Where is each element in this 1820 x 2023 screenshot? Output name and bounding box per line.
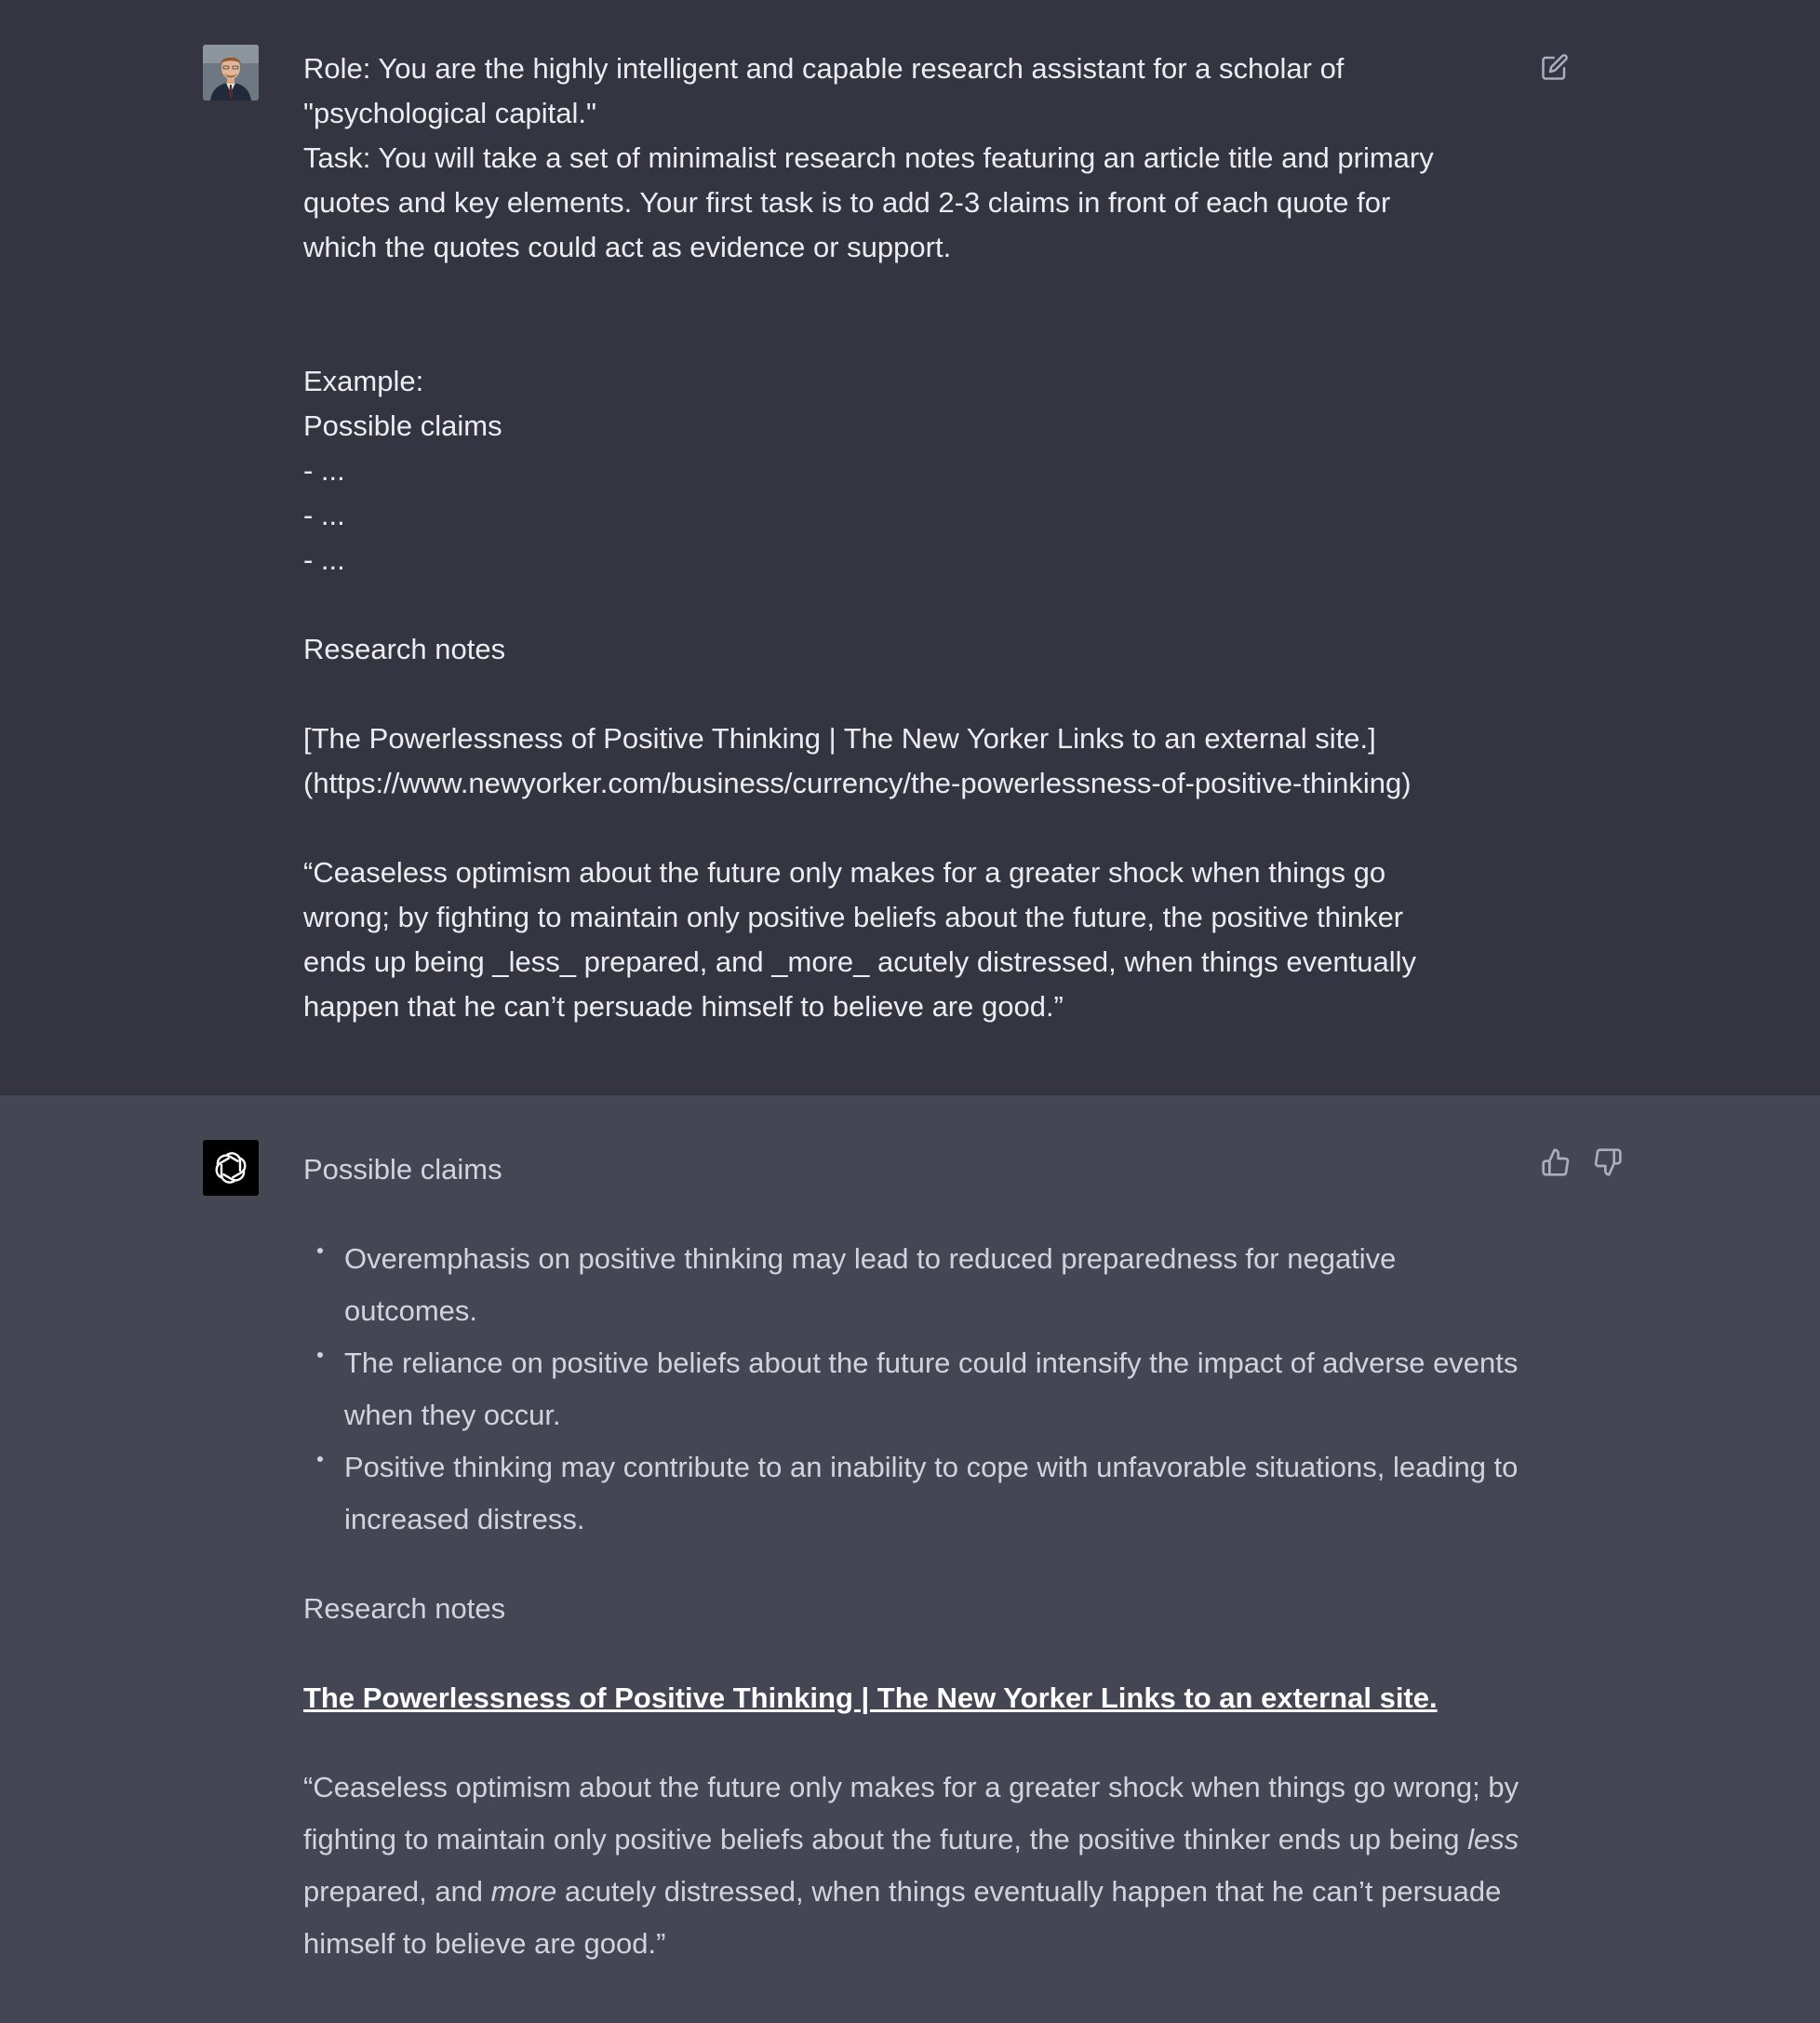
list-item: Positive thinking may contribute to an inability to cope with unfavorable situations, leading to increased distress. bbox=[303, 1441, 1532, 1546]
link-line: [The Powerlessness of Positive Thinking | The New Yorker Links to an external site.] bbox=[303, 722, 1376, 755]
example-item: - ... bbox=[303, 499, 345, 531]
user-line: which the quotes could act as evidence or support. bbox=[303, 231, 952, 263]
quote-text: acutely distressed, when things eventually happen that he can’t persuade himself to believe are good.” bbox=[303, 1875, 1502, 1960]
claims-heading: Possible claims bbox=[303, 1153, 502, 1186]
thumbs-up-icon bbox=[1541, 1147, 1571, 1177]
claims-list bbox=[303, 1233, 1532, 1546]
quote bbox=[303, 1762, 1532, 1970]
user-line: quotes and key elements. Your first task is to add 2-3 claims in front of each quote for bbox=[303, 186, 1391, 219]
user-message-content bbox=[303, 47, 1532, 1029]
quote-text: prepared, and bbox=[303, 1875, 491, 1908]
list-item: The reliance on positive beliefs about the future could intensify the impact of adverse events when they occur. bbox=[303, 1337, 1532, 1441]
thumbs-down-icon bbox=[1593, 1147, 1623, 1177]
assistant-avatar bbox=[203, 1140, 259, 1196]
thumbs-up-button[interactable] bbox=[1541, 1147, 1571, 1177]
quote-text: “Ceaseless optimism about the future only makes for a greater shock when things go wrong; by fighting to maintain only positive beliefs about the future, the positive thinker ends up being bbox=[303, 1771, 1519, 1856]
thumbs-down-button[interactable] bbox=[1593, 1147, 1623, 1177]
quote-emphasis: more bbox=[490, 1875, 557, 1908]
user-line: Role: You are the highly intelligent and capable research assistant for a scholar of bbox=[303, 52, 1345, 85]
notes-heading: Research notes bbox=[303, 1592, 506, 1625]
user-line: Task: You will take a set of minimalist research notes featuring an article title and primary bbox=[303, 141, 1434, 174]
user-avatar bbox=[203, 45, 259, 100]
quote-line: wrong; by fighting to maintain only positive beliefs about the future, the positive thinker bbox=[303, 901, 1404, 933]
user-line: "psychological capital." bbox=[303, 97, 596, 129]
article-link[interactable]: The Powerlessness of Positive Thinking | The New Yorker Links to an external site. bbox=[303, 1681, 1438, 1714]
edit-button[interactable] bbox=[1541, 53, 1569, 81]
edit-icon bbox=[1541, 53, 1569, 81]
openai-logo-icon bbox=[210, 1147, 251, 1188]
link-url-line: (https://www.newyorker.com/business/currency/the-powerlessness-of-positive-thinking) bbox=[303, 767, 1412, 799]
example-label: Example: bbox=[303, 365, 424, 397]
list-item: Overemphasis on positive thinking may lead to reduced preparedness for negative outcomes. bbox=[303, 1233, 1532, 1337]
assistant-message bbox=[0, 1095, 1820, 2023]
quote-line: happen that he can’t persuade himself to believe are good.” bbox=[303, 990, 1064, 1023]
example-item: - ... bbox=[303, 543, 345, 576]
quote-emphasis: less bbox=[1467, 1823, 1519, 1856]
example-item: - ... bbox=[303, 454, 345, 487]
notes-heading: Research notes bbox=[303, 633, 506, 665]
assistant-message-content bbox=[303, 1144, 1532, 1970]
example-heading: Possible claims bbox=[303, 409, 502, 442]
quote-line: ends up being _less_ prepared, and _more_ acutely distressed, when things eventually bbox=[303, 945, 1416, 978]
quote-line: “Ceaseless optimism about the future only makes for a greater shock when things go bbox=[303, 856, 1386, 889]
